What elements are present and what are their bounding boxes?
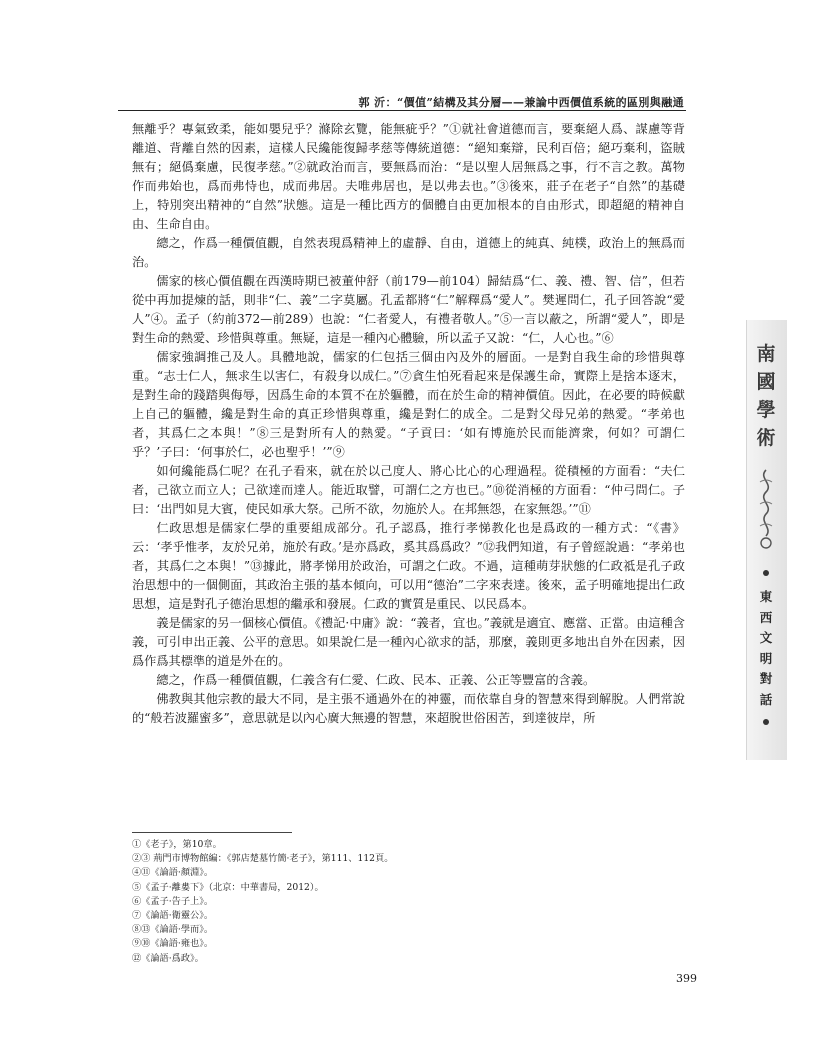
footnote-separator: [132, 832, 292, 833]
journal-char: 學: [756, 399, 776, 421]
bullet-dot-icon: [763, 570, 769, 576]
section-char: 東: [759, 589, 773, 604]
footnote: ⑨⑩《論語·雍也》。: [132, 938, 214, 950]
footnotes: [132, 838, 582, 966]
side-tab: [746, 320, 786, 760]
section-char: 對: [759, 671, 773, 687]
section-char: 明: [759, 650, 773, 666]
page-number: 399: [676, 972, 697, 985]
paragraph-5: 如何纔能爲仁呢？在孔子看來，就在於以己度人、將心比心的心理過程。從積極的方面看：“夫仁者，己欲立而立人；己欲達而達人。能近取譬，可謂仁之方也已。”⑩從消極的方面看：“仲弓問仁。子曰：‘出門如見大賓，使民如承大祭。己所不欲，勿施於人。在邦無怨，在家無怨。’”⑪: [132, 464, 685, 516]
paragraph-2: 總之，作爲一種價值觀，自然表現爲精神上的虛靜、自由，道德上的純真、純樸，政治上的無爲而治。: [132, 236, 685, 269]
journal-char: 術: [756, 427, 776, 449]
section-char: 文: [759, 630, 773, 646]
paragraph-9: 佛教與其他宗教的最大不同，是主張不通過外在的神靈，而依靠自身的智慧來得到解脫。人們常說的“般若波羅蜜多”，意思就是以內心廣大無邊的智慧，來超脫世俗困苦，到達彼岸，所: [132, 692, 685, 725]
main-text: [132, 120, 685, 728]
footnote: ⑦《論語·衛靈公》。: [132, 910, 214, 922]
section-char: 西: [759, 609, 773, 625]
footnote: ②③ 荊門市博物館編：《郭店楚墓竹簡·老子》，第111、112頁。: [132, 853, 394, 865]
running-header: 郭 沂：“價值”結構及其分層——兼論中西價值系統的區別與融通: [358, 96, 684, 109]
paragraph-1: 無離乎？專氣致柔，能如嬰兒乎？滌除玄覽，能無疵乎？”①就社會道德而言，要棄絕人爲、謀慮等背離道、背離自然的因素，這樣人民纔能復歸孝慈等傳統道德：“絕知棄辯，民利百倍；絕巧棄利，盜賊無有；絕僞棄慮，民復孝慈。”②就政治而言，要無爲而治：“是以聖人居無爲之事，行不言之教。萬物作而弗始也，爲而弗恃也，成而弗居。夫唯弗居也，是以弗去也。”③後來，莊子在老子“自然”的基礎上，特別突出精神的“自然”狀態。這是一種比西方的個體自由更加根本的自由形式，即超絕的精神自由、生命自由。: [132, 122, 685, 231]
footnote: ④⑪《論語·顏淵》。: [132, 867, 214, 879]
section-char: 話: [759, 691, 773, 707]
section-name: [750, 587, 782, 711]
bullet-dot-icon: [763, 719, 769, 725]
footnote: ①《老子》，第10章。: [132, 839, 222, 850]
footnote: ⑧⑬《論語·學而》。: [132, 924, 214, 936]
paragraph-3: 儒家的核心價值觀在西漢時期已被董仲舒（前179—前104）歸結爲“仁、義、禮、智、信”，但若從中再加提煉的話，則非“仁、義”二字莫屬。孔孟都將“仁”解釋爲“愛人”。樊遲問仁，孔子回答說“愛人”④。孟子（約前372—前289）也說：“仁者愛人，有禮者敬人。”⑤一言以蔽之，所謂“愛人”，即是對生命的熱愛、珍惜與尊重。無疑，這是一種內心體驗，所以孟子又說：“仁，人心也。”⑥: [132, 274, 685, 345]
journal-char: 國: [756, 371, 776, 393]
paragraph-4: 儒家強調推己及人。具體地說，儒家的仁包括三個由內及外的層面。一是對自我生命的珍惜與尊重。“志士仁人，無求生以害仁，有殺身以成仁。”⑦貪生怕死看起來是保護生命，實際上是捨本逐末，是對生命的踐踏與侮辱，因爲生命的本質不在於軀體，而在於生命的精神價值。因此，在必要的時候獻上自己的軀體，纔是對生命的真正珍惜與尊重，纔是對仁的成全。二是對父母兄弟的熱愛。“孝弟也者，其爲仁之本與！”⑧三是對所有人的熱愛。“子貢曰：‘如有博施於民而能濟衆，何如？可謂仁乎？’子曰：‘何事於仁，必也聖乎！’”⑨: [132, 350, 685, 459]
journal-name: [750, 340, 782, 452]
journal-char: 南: [756, 343, 776, 365]
footnote: ⑤《孟子·離婁下》（北京：中華書局，2012）。: [132, 881, 324, 893]
header-rule: [118, 110, 686, 111]
paragraph-7: 義是儒家的另一個核心價值。《禮記·中庸》說：“義者，宜也。”義就是適宜、應當、正當。由這種含義，可引申出正義、公平的意思。如果說仁是一種內心欲求的話，那麼，義則更多地出自外在因素，因爲作爲其標準的道是外在的。: [132, 616, 685, 668]
footnote: ⑫《論語·爲政》。: [132, 952, 204, 964]
paragraph-8: 總之，作爲一種價值觀，仁義含有仁愛、仁政、民本、正義、公正等豐富的含義。: [156, 673, 596, 687]
footnote: ⑥《孟子·告子上》。: [132, 895, 214, 907]
paragraph-6: 仁政思想是儒家仁學的重要組成部分。孔子認爲，推行孝悌教化也是爲政的一種方式：“《書》云：‘孝乎惟孝，友於兄弟，施於有政。’是亦爲政，奚其爲爲政？”⑫我們知道，有子曾經說過：“孝弟也者，其爲仁之本與！”⑬據此，將孝悌用於政治，可謂之仁政。不過，這種萌芽狀態的仁政祗是孔子政治思想中的一個側面，其政治主張的基本傾向，可以用“德治”二字來表達。後來，孟子明確地提出仁政思想，這是對孔子德治思想的繼承和發展。仁政的實質是重民、以民爲本。: [132, 521, 685, 611]
seal-ornament-icon: [754, 468, 778, 552]
